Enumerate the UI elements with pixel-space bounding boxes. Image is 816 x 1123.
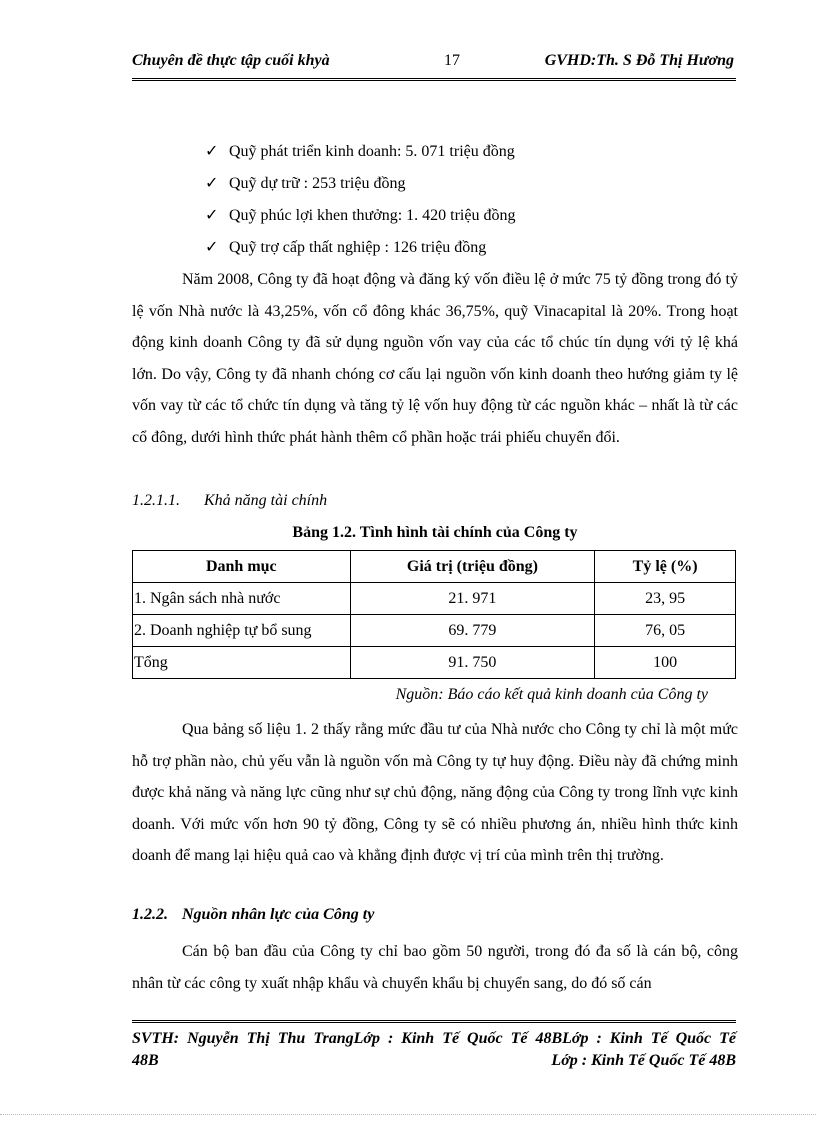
footer-class-right: Lớp : Kinh Tế Quốc Tế 48B <box>551 1052 736 1069</box>
checkmark-icon: ✓ <box>205 175 219 192</box>
table-cell: 1. Ngân sách nhà nước <box>133 583 351 615</box>
table-header-row <box>133 551 736 583</box>
page-header <box>132 52 734 76</box>
header-divider <box>132 78 736 81</box>
checkmark-icon: ✓ <box>205 207 219 224</box>
column-header: Danh mục <box>133 551 351 583</box>
subsection-title: Khả năng tài chính <box>204 492 328 509</box>
table-row <box>133 647 736 679</box>
section-heading <box>132 906 374 924</box>
footer-line <box>132 1050 736 1072</box>
footer-line: SVTH: Nguyễn Thị Thu TrangLớp : Kinh Tế Quốc Tế 48BLớp : Kinh Tế Quốc Tế <box>132 1030 736 1047</box>
section-title: Nguồn nhân lực của Công ty <box>182 906 375 923</box>
list-item: ✓ Quỹ dự trữ : 253 triệu đồng <box>205 172 705 204</box>
list-item: ✓ Quỹ trợ cấp thất nghiệp : 126 triệu đồng <box>205 236 705 268</box>
table-row <box>133 615 736 647</box>
fund-list <box>205 140 705 268</box>
footer-class-left: 48B <box>132 1052 159 1069</box>
subsection-heading <box>132 492 327 510</box>
page-bottom-border <box>0 1114 816 1115</box>
table-cell: 91. 750 <box>350 647 595 679</box>
checkmark-icon: ✓ <box>205 239 219 256</box>
paragraph-capital: Năm 2008, Công ty đã hoạt động và đăng ký vốn điều lệ ở mức 75 tỷ đồng trong đó tỷ lệ vốn Nhà nước là 43,25%, vốn cổ đông khác 36,75%, quỹ Vinacapital là 20%. Trong hoạt động kinh doanh Công ty đã sử dụng nguồn vốn vay của các tổ chúc tín dụng với tỷ lệ khá lớn. Do vậy, Công ty đã nhanh chóng cơ cấu lại nguồn vốn kinh doanh theo hướng giảm ty lệ vốn vay từ các tổ chức tín dụng và tăng tỷ lệ vốn huy động từ các nguồn khác – nhất là từ các cổ đông, dưới hình thức phát hành thêm cổ phần hoặc trái phiếu chuyển đổi. <box>132 271 738 446</box>
table-cell: 21. 971 <box>350 583 595 615</box>
footer-divider <box>132 1020 736 1023</box>
header-advisor: GVHD:Th. S Đỗ Thị Hương <box>544 52 734 69</box>
page-footer <box>132 1028 736 1072</box>
page-number: 17 <box>444 52 460 69</box>
table-source: Nguồn: Báo cáo kết quả kinh doanh của Công ty <box>395 686 708 703</box>
table-cell: 69. 779 <box>350 615 595 647</box>
table-title: Bảng 1.2. Tình hình tài chính của Công ty <box>292 524 578 541</box>
section-number: 1.2.2. <box>132 906 168 923</box>
paragraph-analysis: Qua bảng số liệu 1. 2 thấy rằng mức đầu tư của Nhà nước cho Công ty chỉ là một mức hỗ trợ phần nào, chủ yếu vẫn là nguồn vốn mà Công ty tự huy động. Điều này đã chứng minh được khả năng và năng lực cũng như sự chủ động, năng động của Công ty trong lĩnh vực kinh doanh. Với mức vốn hơn 90 tỷ đồng, Công ty sẽ có nhiều phương án, nhiều hình thức kinh doanh để mang lại hiệu quả cao và khẳng định được vị trí của mình trên thị trường. <box>132 721 738 865</box>
column-header: Tỷ lệ (%) <box>595 551 736 583</box>
header-title: Chuyên đề thực tập cuối khyà <box>132 52 330 69</box>
table-row <box>133 583 736 615</box>
table-cell: Tổng <box>133 647 351 679</box>
paragraph-staff: Cán bộ ban đầu của Công ty chỉ bao gồm 50 người, trong đó đa số là cán bộ, công nhân từ các công ty xuất nhập khẩu và chuyển khẩu bị chuyển sang, do đó số cán <box>132 943 738 992</box>
table-cell: 2. Doanh nghiệp tự bổ sung <box>133 615 351 647</box>
list-item: ✓ Quỹ phát triển kinh doanh: 5. 071 triệu đồng <box>205 140 705 172</box>
checkmark-icon: ✓ <box>205 143 219 160</box>
column-header: Giá trị (triệu đồng) <box>350 551 595 583</box>
table-cell: 23, 95 <box>595 583 736 615</box>
table-cell: 76, 05 <box>595 615 736 647</box>
list-item: ✓ Quỹ phúc lợi khen thưởng: 1. 420 triệu đồng <box>205 204 705 236</box>
finance-table <box>132 550 736 679</box>
subsection-number: 1.2.1.1. <box>132 492 180 509</box>
table-cell: 100 <box>595 647 736 679</box>
